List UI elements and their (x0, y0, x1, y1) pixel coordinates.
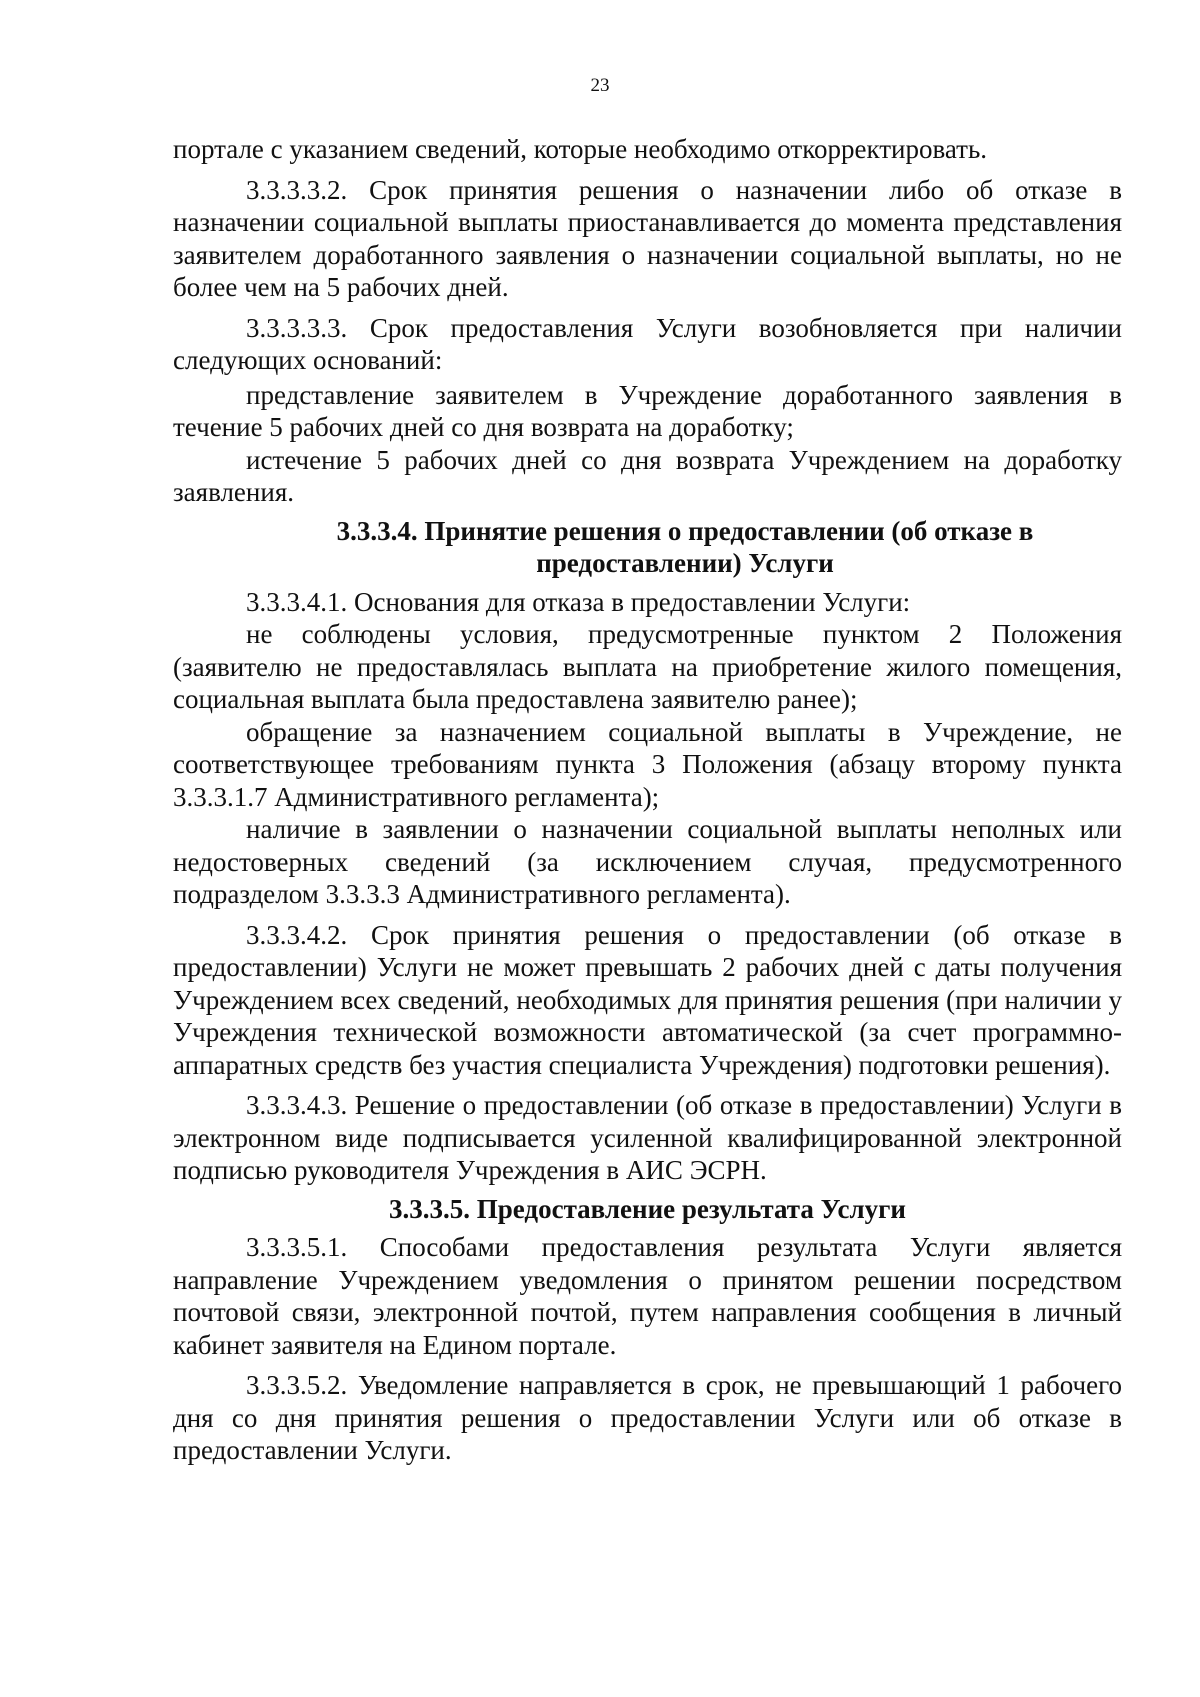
paragraph-expiration-basis: истечение 5 рабочих дней со дня возврата Учреждением на доработку заявления. (173, 444, 1122, 507)
paragraph-3-3-3-3-2: 3.3.3.3.2. Срок принятия решения о назначении либо об отказе в назначении социальной выплаты приостанавливается до момента представления заявителем доработанного заявления о назначении социальной выплаты, но не более чем на 5 рабочих дней. (173, 174, 1122, 302)
paragraph-refusal-reason-3: наличие в заявлении о назначении социальной выплаты неполных или недостоверных сведений (за исключением случая, предусмотренного подразделом 3.3.3.3 Административного регламента). (173, 814, 1122, 909)
document-body (173, 133, 1122, 1467)
paragraph-continuation: порталe с указанием сведений, которые необходимо откорректировать. (173, 134, 988, 164)
section-heading-3-3-3-4: 3.3.3.4. Принятие решения о предоставлении (об отказе в предоставлении) Услуги (336, 515, 1034, 578)
paragraph-refusal-reason-2: обращение за назначением социальной выплаты в Учреждение, не соответствующее требованиям пункта 3 Положения (абзацу второму пункта 3.3.3.1.7 Административного регламента); (173, 716, 1122, 812)
section-heading-3-3-3-5: 3.3.3.5. Предоставление результата Услуги (389, 1193, 906, 1224)
paragraph-3-3-3-5-1: 3.3.3.5.1. Способами предоставления результата Услуги является направление Учреждением уведомления о принятом решении посредством почтовой связи, электронной почтой, путем направления сообщения в личный кабинет заявителя на Едином портале. (173, 1232, 1122, 1360)
paragraph-3-3-3-5-2: 3.3.3.5.2. Уведомление направляется в срок, не превышающий 1 рабочего дня со дня принятия решения о предоставлении Услуги или об отказе в предоставлении Услуги. (173, 1370, 1122, 1465)
paragraph-3-3-3-4-3: 3.3.3.4.3. Решение о предоставлении (об отказе в предоставлении) Услуги в электронном виде подписывается усиленной квалифицированной электронной подписью руководителя Учреждения в АИС ЭСРН. (173, 1090, 1122, 1185)
paragraph-resubmission-basis: представление заявителем в Учреждение доработанного заявления в течение 5 рабочих дней со дня возврата на доработку; (173, 379, 1122, 442)
paragraph-3-3-3-4-2: 3.3.3.4.2. Срок принятия решения о предоставлении (об отказе в предоставлении) Услуги не может превышать 2 рабочих дней с даты получения Учреждением всех сведений, необходимых для принятия решения (при наличии у Учреждения технической возможности автоматической (за счет программно-аппаратных средств без участия специалиста Учреждения) подготовки решения). (173, 919, 1122, 1080)
page-number: 23 (590, 75, 610, 96)
paragraph-3-3-3-3-3: 3.3.3.3.3. Срок предоставления Услуги возобновляется при наличии следующих оснований: (173, 312, 1122, 375)
paragraph-3-3-3-4-1: 3.3.3.4.1. Основания для отказа в предоставлении Услуги: (246, 586, 911, 617)
paragraph-refusal-reason-1: не соблюдены условия, предусмотренные пунктом 2 Положения (заявителю не предоставлялась выплата на приобретение жилого помещения, социальная выплата была предоставлена заявителю ранее); (173, 619, 1122, 714)
